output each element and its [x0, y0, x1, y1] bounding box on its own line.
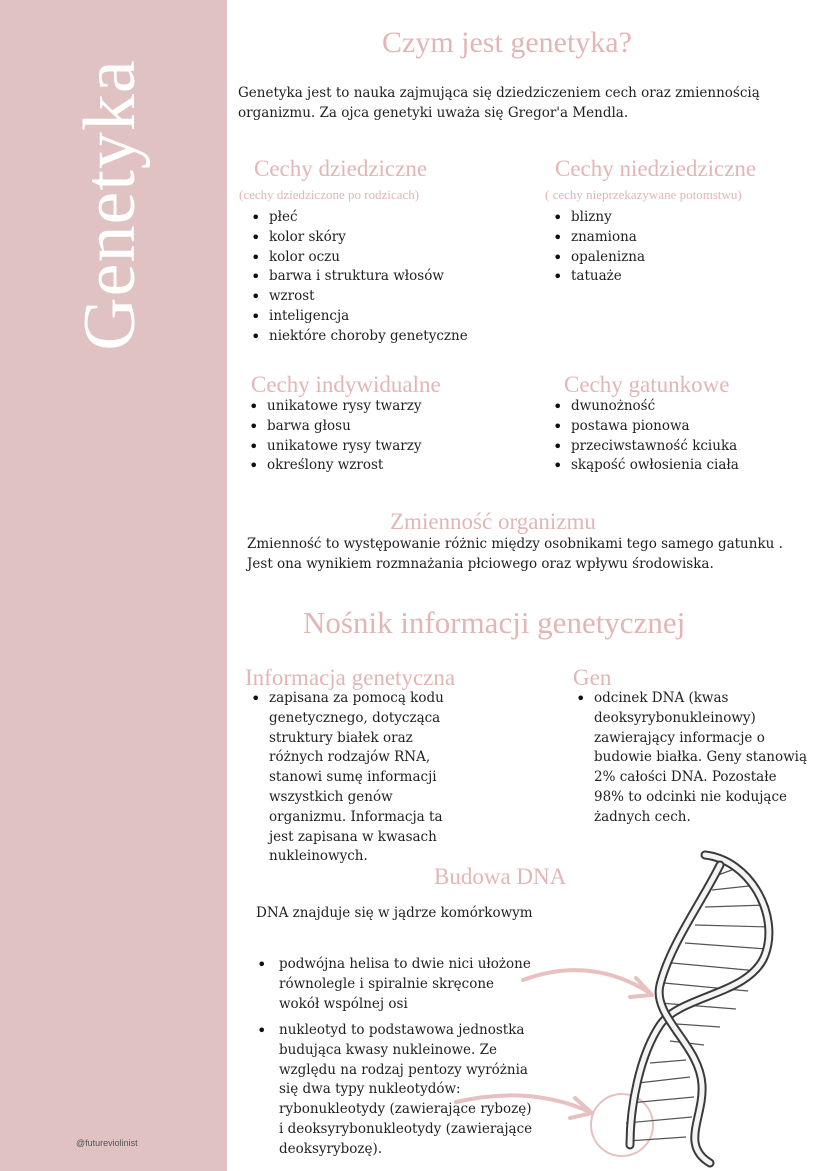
list-item: • odcinek DNA (kwas deoksyrybonukleinowy) zawierający informacje o budowie białka. Geny stanowią 2% całości DNA. Pozostałe 98% to odcinki nie kodujące żadnych cech. [576, 689, 810, 828]
species-heading: Cechy gatunkowe [564, 372, 730, 397]
intro-heading: Czym jest genetyka? [382, 26, 632, 59]
list-item: • inteligencja [251, 307, 531, 327]
list-item: • tatuaże [553, 267, 793, 287]
list-item: • dwunożność [553, 397, 803, 417]
intro-text: Genetyka jest to nauka zajmująca się dziedziczeniem cech oraz zmiennością organizmu. Za ojca genetyki uważa się Gregor'a Mendla. [238, 85, 760, 121]
list-item: • barwa głosu [249, 417, 529, 437]
nonhereditary-subtitle: ( cechy nieprzekazywane potomstwu) [545, 187, 742, 202]
genetic-info-heading: Informacja genetyczna [245, 665, 456, 690]
list-item: • wzrost [251, 287, 531, 307]
carrier-heading: Nośnik informacji genetycznej [303, 605, 686, 640]
list-item: • kolor skóry [251, 228, 531, 248]
list-item: • zapisana za pomocą kodu genetycznego, dotycząca struktury białek oraz różnych rodzajów RNA, stanowi sumę informacji wszystkich genów organizmu. Informacja ta jest zapisana w kwasach nukleinowych. [251, 689, 469, 867]
nonhereditary-heading: Cechy niedziedziczne [555, 156, 757, 181]
list-item: • unikatowe rysy twarzy [249, 397, 529, 417]
hereditary-heading: Cechy dziedziczne [254, 156, 428, 181]
list-item: • opalenizna [553, 248, 793, 268]
list-item: • płeć [251, 208, 531, 228]
list-item: • niektóre choroby genetyczne [251, 327, 531, 347]
hereditary-subtitle: (cechy dziedziczone po rodzicach) [239, 187, 420, 202]
sidebar-title: Genetyka [69, 59, 151, 351]
list-item: • postawa pionowa [553, 417, 803, 437]
arrow-to-nucleotide [456, 1095, 590, 1112]
list-item: • określony wzrost [249, 456, 529, 476]
dna-helix-illustration [590, 845, 826, 1171]
author-handle: @futureviolinist [76, 1138, 138, 1148]
list-item: • blizny [553, 208, 793, 228]
list-item: • znamiona [553, 228, 793, 248]
individual-heading: Cechy indywidualne [251, 372, 441, 397]
list-item: • podwójna helisa to dwie nici ułożone równolegle i spiralnie skręcone wokół wspólnej osi [257, 955, 532, 1014]
dna-location: DNA znajduje się w jądrze komórkowym [256, 905, 533, 921]
list-item: • unikatowe rysy twarzy [249, 437, 529, 457]
gene-heading: Gen [573, 665, 612, 690]
variability-heading: Zmienność organizmu [390, 509, 596, 534]
dna-heading: Budowa DNA [434, 864, 567, 889]
list-item: • przeciwstawność kciuka [553, 437, 803, 457]
list-item: • barwa i struktura włosów [251, 267, 531, 287]
list-item: • skąpość owłosienia ciała [553, 456, 803, 476]
variability-text: Zmienność to występowanie różnic między osobnikami tego samego gatunku . Jest ona wynikiem rozmnażania płciowego oraz wpływu środowiska. [247, 536, 783, 572]
list-item: • kolor oczu [251, 248, 531, 268]
list-item: • nukleotyd to podstawowa jednostka budująca kwasy nukleinowe. Ze względu na rodzaj pentozy wyróżnia się dwa typy nukleotydów: rybonukleotydy (zawierające rybozę) i deoksyrybonukleotydy (zawierające deoksyrybozę). [257, 1021, 539, 1160]
